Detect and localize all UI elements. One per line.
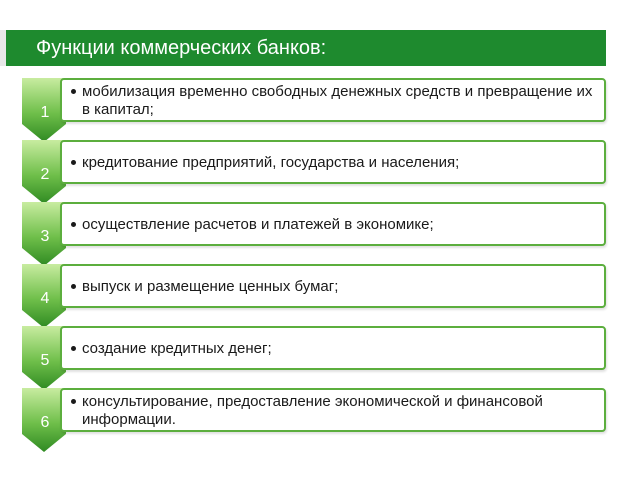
- function-card: [60, 264, 606, 308]
- function-text: мобилизация временно свободных денежных средств и превращение их в капитал;: [82, 83, 593, 118]
- badge-number: 4: [40, 290, 50, 307]
- function-text: осуществление расчетов и платежей в экономике;: [82, 216, 434, 233]
- badge-number: 5: [40, 352, 50, 369]
- function-text: консультирование, предоставление экономической и финансовой информации.: [82, 393, 543, 428]
- badge-number: 3: [40, 228, 50, 245]
- bullet-icon: [71, 160, 76, 165]
- bullet-icon: [71, 399, 76, 404]
- badge-number: 6: [40, 414, 50, 431]
- function-card: [60, 326, 606, 370]
- bullet-icon: [71, 222, 76, 227]
- bullet-icon: [71, 89, 76, 94]
- page-title: Функции коммерческих банков:: [36, 37, 327, 59]
- function-row-3: [0, 202, 640, 266]
- badge-number: 1: [40, 104, 50, 121]
- function-row-1: [0, 78, 640, 142]
- title-bar: [0, 30, 606, 66]
- function-card: [60, 78, 606, 122]
- badge-number: 2: [40, 166, 50, 183]
- function-row-4: [0, 264, 640, 328]
- function-text: кредитование предприятий, государства и населения;: [82, 154, 460, 171]
- bullet-icon: [71, 284, 76, 289]
- bullet-icon: [71, 346, 76, 351]
- function-card: [60, 202, 606, 246]
- function-text: создание кредитных денег;: [82, 340, 272, 357]
- function-row-5: [0, 326, 640, 390]
- function-text: выпуск и размещение ценных бумаг;: [82, 278, 339, 295]
- function-card: [60, 388, 606, 432]
- function-card: [60, 140, 606, 184]
- function-row-2: [0, 140, 640, 204]
- function-row-6: [0, 388, 640, 452]
- title-left-strip: [0, 30, 6, 66]
